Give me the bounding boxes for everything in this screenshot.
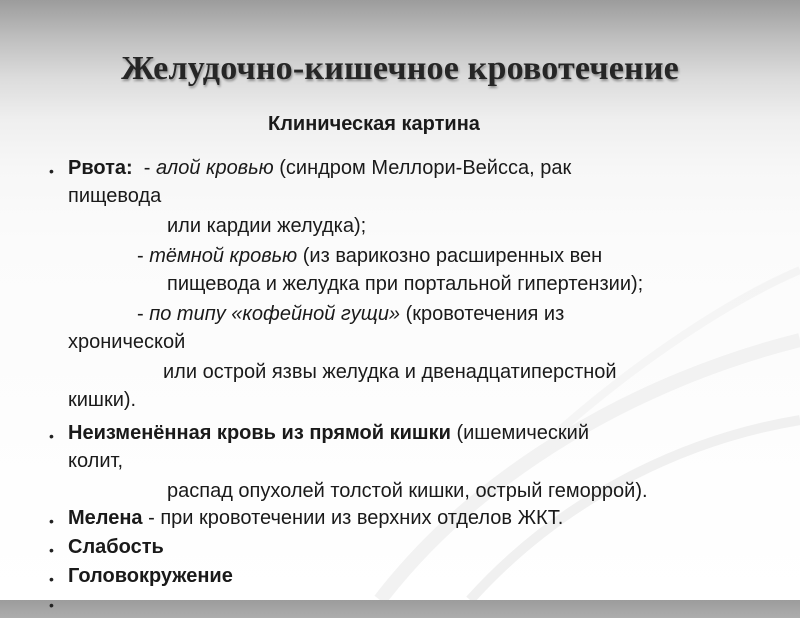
melena-rest: - при кровотечении из верхних отделов ЖКТ. [142,507,564,529]
blood-line-3: распад опухолей толстой кишки, острый геморрой). [167,480,648,502]
vomit-coffee-rest: (кровотечения из [400,303,565,325]
vomit-line-4 [137,243,602,269]
weakness-label: Слабость [68,536,164,558]
vomit-dark: тёмной кровью [149,245,298,267]
dizziness-label: Головокружение [68,565,233,587]
vomit-dash-2: - [137,245,150,267]
slide-title: Желудочно-кишечное кровотечение [121,50,679,87]
dizziness-line [68,563,233,589]
blood-line-1 [68,420,589,446]
blood-label: Неизменённая кровь из прямой кишки [68,422,451,444]
bullet-vomit: • [49,163,54,179]
vomit-line-5: пищевода и желудка при портальной гипертензии); [167,273,644,295]
vomit-coffee: по типу «кофейной гущи» [149,303,401,325]
blood-rest: (ишемический [450,422,590,444]
vomit-line-9: кишки). [68,389,137,411]
vomit-alay-rest: (синдром Меллори-Вейсса, рак [273,157,572,179]
vomit-line-7: хронической [68,331,186,353]
vomit-label: Рвота: [68,157,133,179]
vomit-line-6 [137,301,564,327]
vomit-line-1 [68,155,571,181]
vomit-line-2: пищевода [68,185,162,207]
vomit-dash-1: - [143,157,157,179]
bullet-blood: • [49,428,54,444]
bullet-weakness: • [49,542,54,558]
slide-subtitle: Клиническая картина [268,113,480,135]
weakness-line [68,534,164,560]
bullet-cutoff: • [49,597,54,613]
melena-label: Мелена [68,507,143,529]
melena-line [68,505,563,531]
vomit-dash-3: - [137,303,150,325]
vomit-line-3: или кардии желудка); [167,215,367,237]
vomit-line-8: или острой язвы желудка и двенадцатиперстной [163,361,617,383]
bullet-melena: • [49,513,54,529]
vomit-alay: алой кровью [156,157,274,179]
bullet-dizziness: • [49,571,54,587]
vomit-dark-rest: (из варикозно расширенных вен [297,245,603,267]
blood-line-2: колит, [68,450,123,472]
